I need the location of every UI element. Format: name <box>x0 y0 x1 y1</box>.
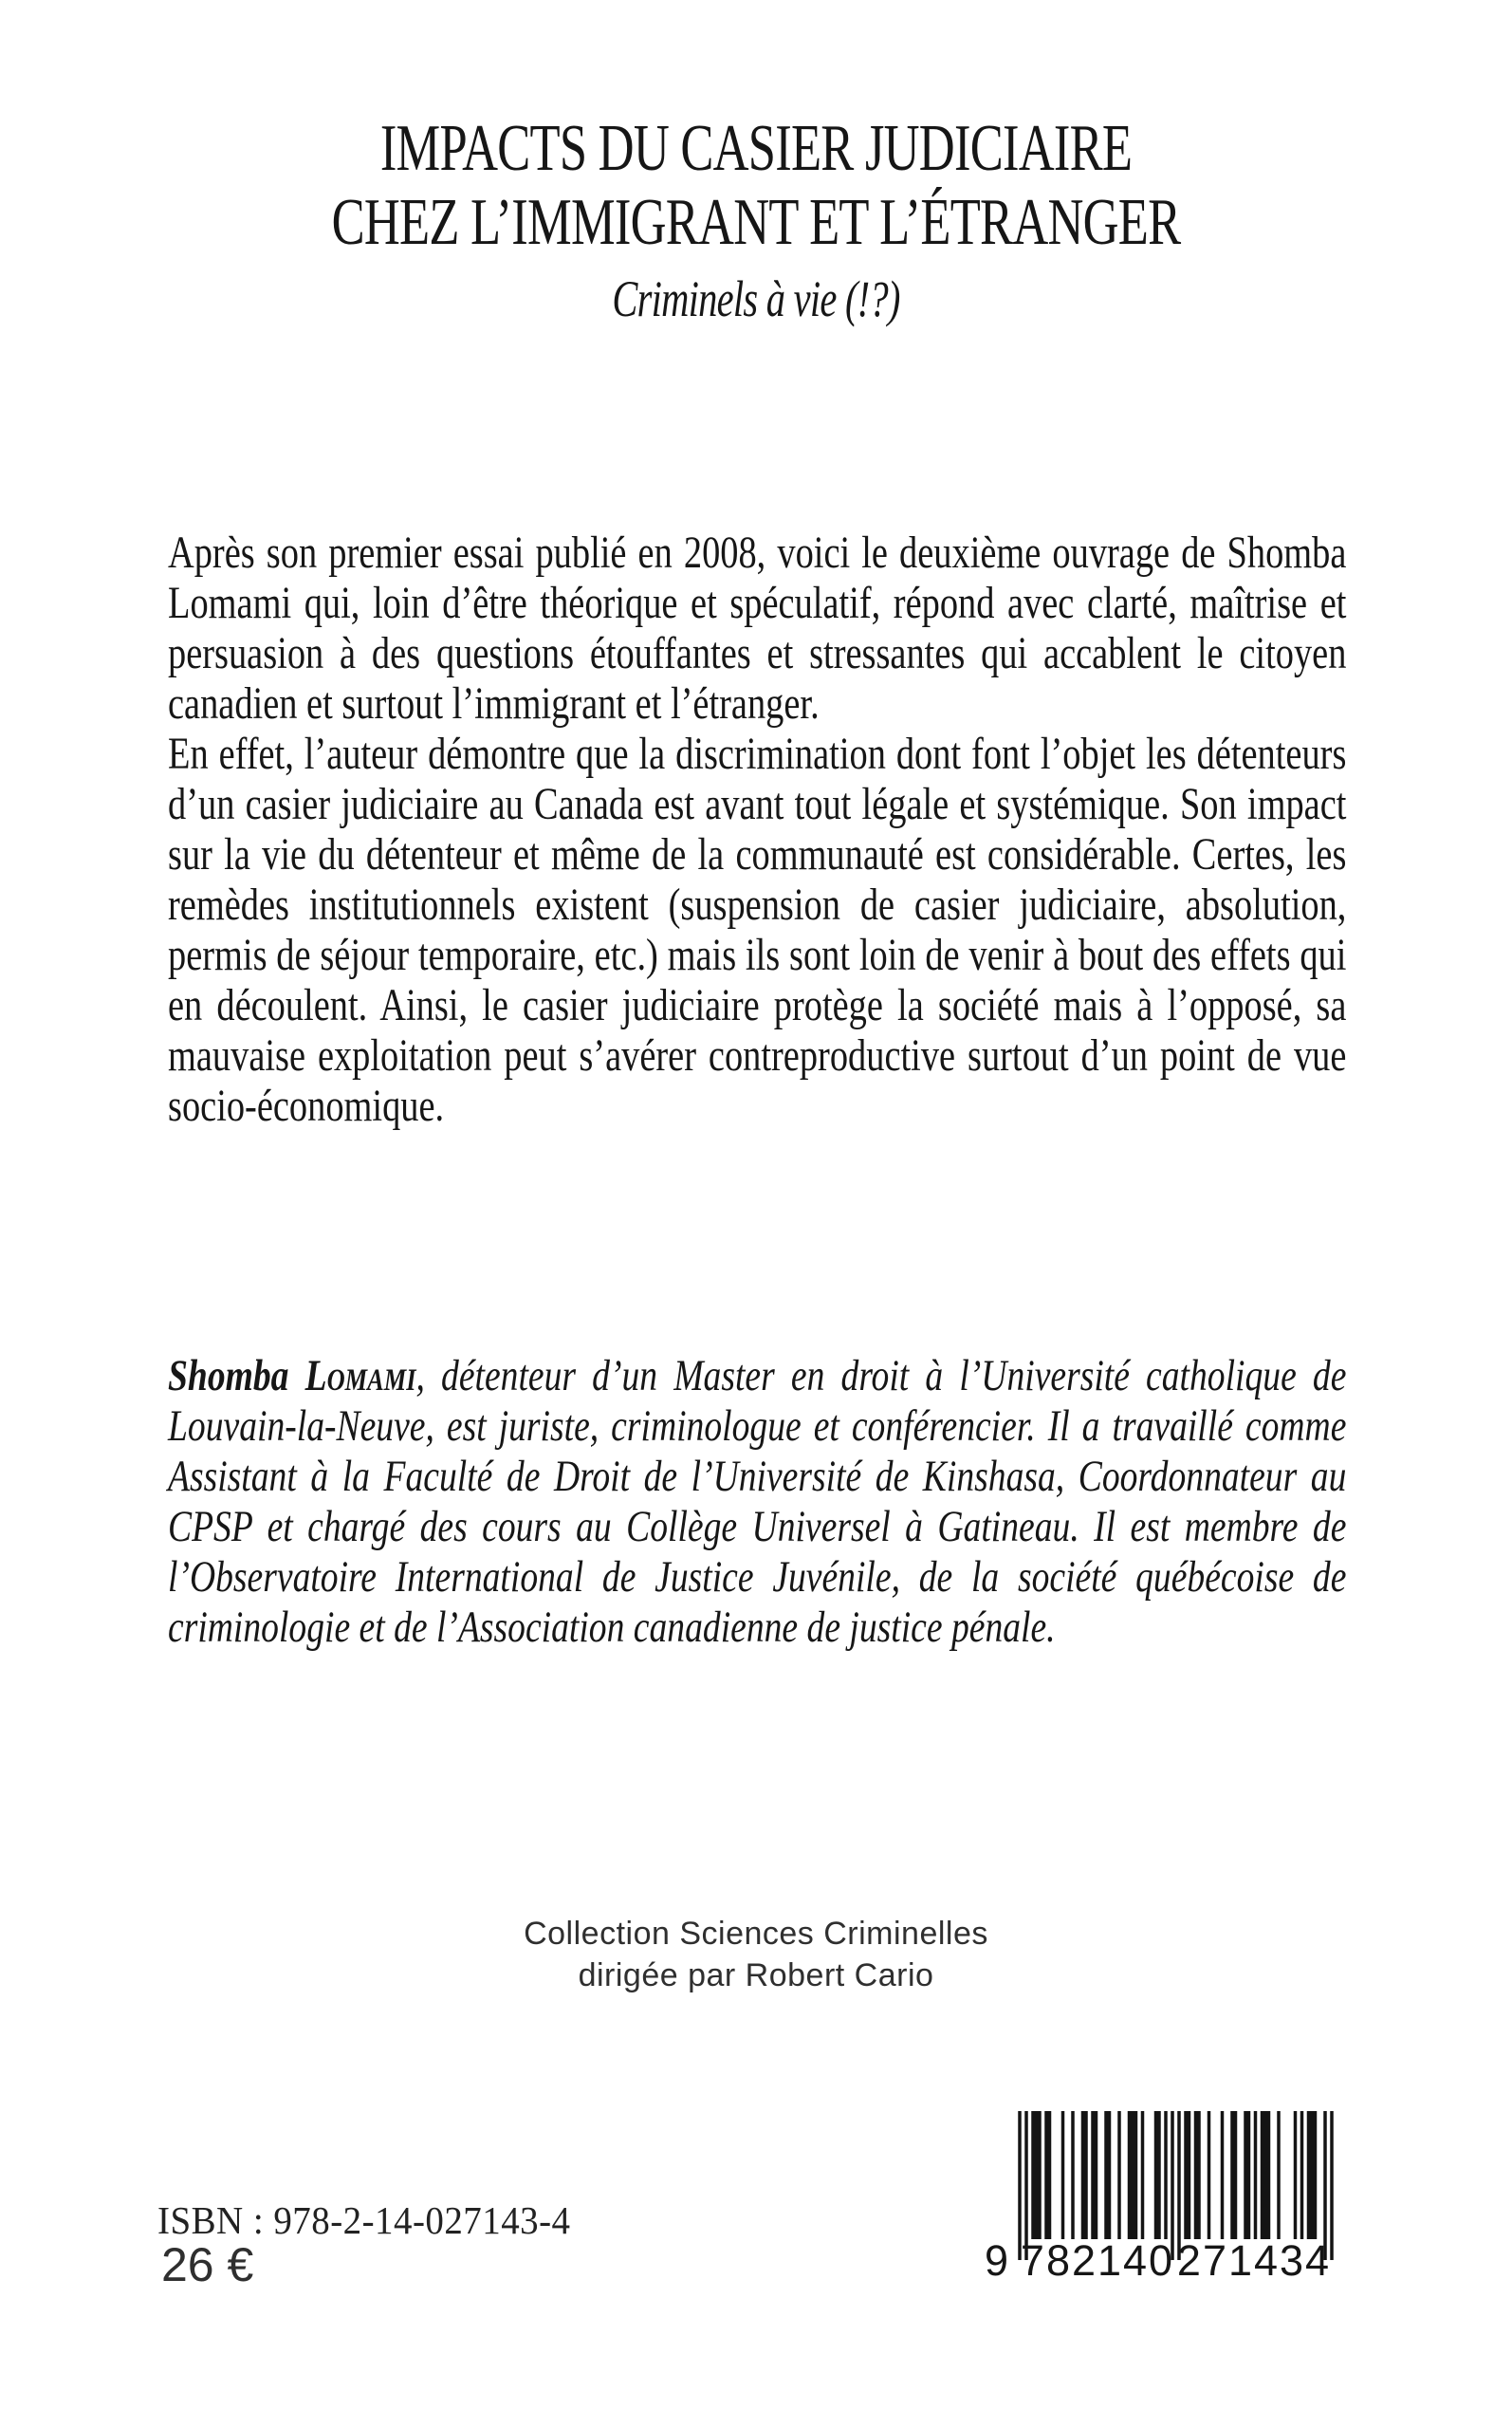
author-name: Shomba Lomami <box>168 1351 416 1400</box>
barcode-group2: 271434 <box>1176 2236 1332 2285</box>
synopsis-block <box>168 528 1346 1131</box>
author-bio-text: Shomba Lomami, détenteur d’un Master en droit à l’Université catholique de Louvain-la-Neuve, est juriste, criminologue et conférencier. Il a travaillé comme Assistant à la Faculté de Droit de l’Université de Kinshasa, Coordonnateur au CPSP et chargé des cours au Collège Universel à Gatineau. Il est membre de l’Observatoire International de Justice Juvénile, de la société québécoise de criminologie et de l’Association canadienne de justice pénale. <box>168 1351 1347 1652</box>
collection-name: Collection Sciences Criminelles <box>524 1916 988 1952</box>
price-text: 26 € <box>161 2238 254 2291</box>
book-title-line2: CHEZ L’IMMIGRANT ET L’ÉTRANGER <box>331 186 1181 259</box>
author-bio-block <box>168 1351 1346 1653</box>
barcode-leading-digit: 9 <box>985 2236 1011 2285</box>
collection-director: dirigée par Robert Cario <box>578 1957 934 1993</box>
isbn-text: ISBN : 978-2-14-027143-4 <box>157 2198 571 2242</box>
barcode <box>985 2111 1339 2285</box>
synopsis-paragraph-2: En effet, l’auteur démontre que la discrimination dont font l’objet les détenteurs d’un casier judiciaire au Canada est avant tout légale et systémique. Son impact sur la vie du détenteur et même de la communauté est considérable. Certes, les remèdes institutionnels existent (suspension de casier judiciaire, absolution, permis de séjour temporaire, etc.) mais ils sont loin de venir à bout des effets qui en découlent. Ainsi, le casier judiciaire protège la société mais à l’opposé, sa mauvaise exploitation peut s’avérer contreproductive surtout d’un point de vue socio-économique. <box>168 729 1347 1131</box>
barcode-group1: 782140 <box>1020 2236 1175 2285</box>
book-subtitle: Criminels à vie (!?) <box>612 270 900 327</box>
collection-note <box>0 1913 1512 1996</box>
title-block <box>0 112 1512 336</box>
book-title-line1: IMPACTS DU CASIER JUDICIAIRE <box>379 112 1133 185</box>
book-title <box>0 112 1512 260</box>
synopsis-paragraph-1: Après son premier essai publié en 2008, voici le deuxième ouvrage de Shomba Lomami qui, loin d’être théorique et spéculatif, répond avec clarté, maîtrise et persuasion à des questions étouffantes et stressantes qui accablent le citoyen canadien et surtout l’immigrant et l’étranger. <box>168 528 1347 729</box>
